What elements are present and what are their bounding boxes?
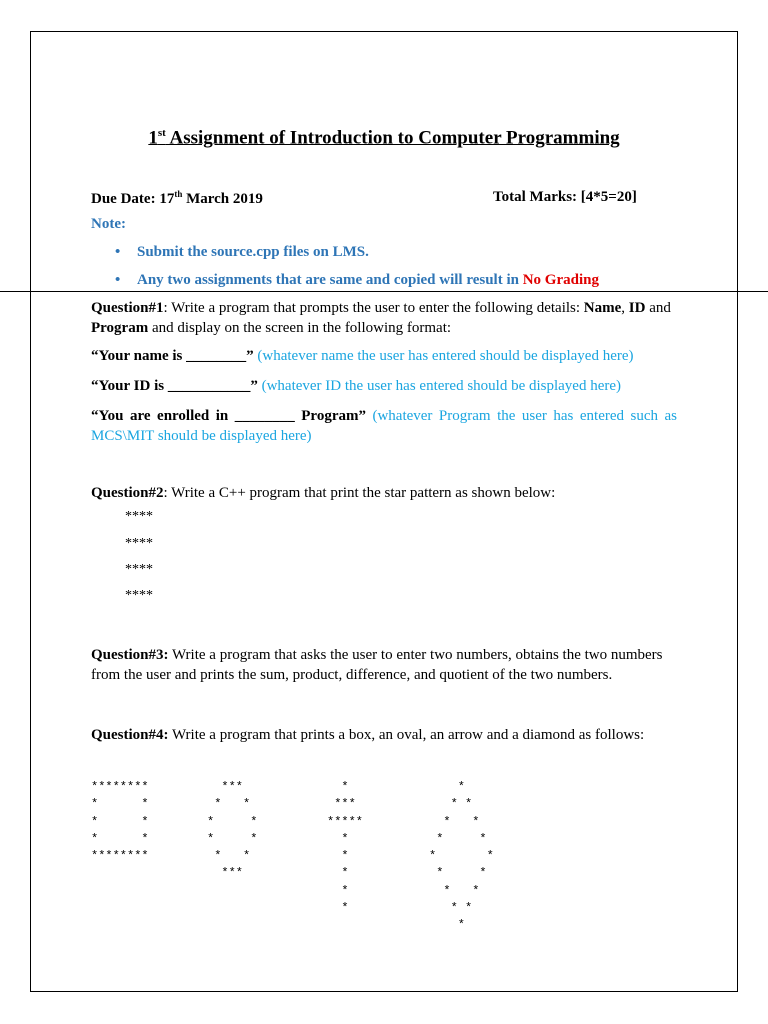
section-divider [0,291,768,292]
star-row: **** [125,509,153,524]
oval-pattern: *** * * * * * * * * *** [207,780,258,881]
q1-id-line: “Your ID is ___________” (whatever ID the user has entered should be displayed here) [91,378,622,394]
no-grading-warning: No Grading [522,272,599,288]
question-1: Question#1: Write a program that prompts the user to enter the following details: Name, ID and Program and display on the screen in the following format: [91,300,671,336]
total-marks: Total Marks: [4*5=20] [493,189,637,205]
q1-name-line: “Your name is ________” (whatever name the user has entered should be displayed here) [91,348,634,364]
arrow-pattern: * *** ***** * * * * * [327,780,364,916]
star-row: **** [125,536,153,551]
note-bullet-2: • Any two assignments that are same and copied will result in No Grading [115,272,599,288]
diamond-pattern: * * * * * * * * * * * * * * * * [429,780,494,933]
question-3: Question#3: Write a program that asks the user to enter two numbers, obtains the two numbers from the user and prints the sum, product, difference, and quotient of the two numbers. [91,647,663,683]
note-bullet-1: • Submit the source.cpp files on LMS. [115,244,369,260]
note-label: Note: [91,216,126,232]
star-row: **** [125,562,153,577]
box-pattern: ******** * * * * * * ******** [91,780,149,864]
document-title: 1st Assignment of Introduction to Computer Programming [148,127,620,149]
question-4: Question#4: Write a program that prints a box, an oval, an arrow and a diamond as follows: [91,727,645,743]
question-2: Question#2: Write a C++ program that print the star pattern as shown below: [91,485,556,501]
due-date: Due Date: 17th March 2019 [91,189,263,207]
q1-program-line: “You are enrolled in ________ Program” (whatever Program the user has entered such as MCS\MIT should be displayed here) [91,408,677,444]
star-row: **** [125,588,153,603]
